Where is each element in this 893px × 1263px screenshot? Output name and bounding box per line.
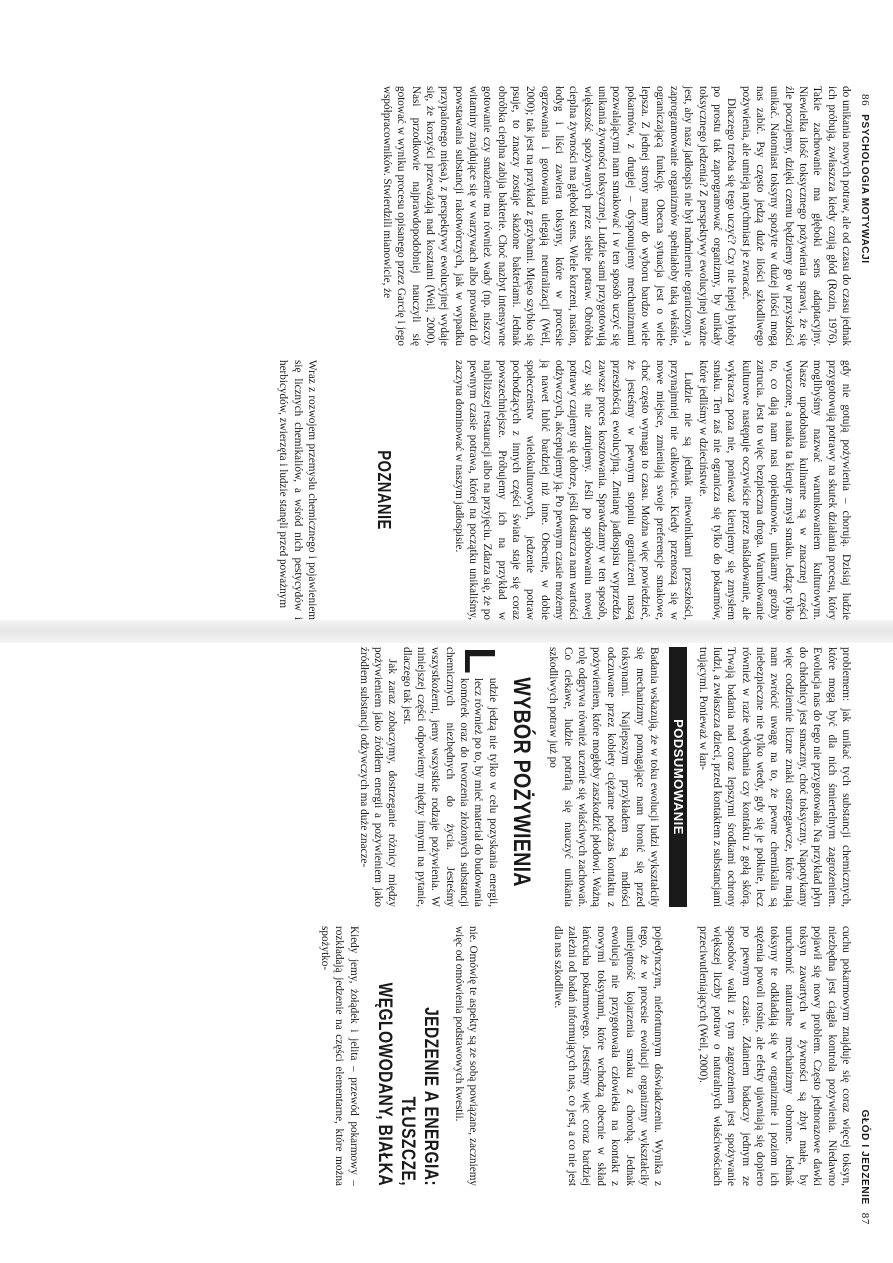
paragraph: gdy nie gotują pożywienia – chorują. Dzisiaj ludzie przygotowują potrawy na skutek działania procesu, który moglibyśmy nazwać warunkowaniem kulturowym. Nasze upodobania kulinarne są w znacznej części wyuczone, a nauka ta kieruje zmysł smaku. Jedząc tylko to, co dają nam nasi opiekunowie, unikamy groźby zatrucia. Jest to więc bezpieczna droga. Warunkowanie kulturowe następuje oczywiście przez naśladowanie, ale wykracza poza nie, ponieważ kierujemy się zmysłem smaku. Ten zaś nie ogranicza się tylko do pokarmów, które jedliśmy w dzieciństwie. <box>696 360 852 620</box>
left-column-2 <box>276 360 853 620</box>
running-head-title: PSYCHOLOGIA MOTYWACJI <box>859 114 870 264</box>
page-number: 86 <box>859 94 871 107</box>
summary-paragraph: pojedynczym, niefortunnym doświadczeniu. Wynika z tego, że w procesie ewolucji organizmy wykształciły umiejętność kojarzenia smaku z chorobą. Jednak ewolucja nie przygotowała człowieka na kontakt z nowymi toksynami, które wchodzą obecnie w skład łańcucha pokarmowego. Jesteśmy więc coraz bardziej zależni od badań informujących nas, co jest, a co nie jest dla nas szkodliwe. <box>551 926 665 1186</box>
paragraph: do unikania nowych potraw, ale od czasu do czasu jednak ich próbują, zwłaszcza kiedy czują głód (Rozin, 1976). Takie zachowanie ma głęboki sens adaptacyjny. Niewielka ilość toksycznego pożywienia sprawi, że się źle poczujemy, dzięki czemu będziemy go w przyszłości unikać. Natomiast toksyny spożyte w dużej ilości mogą nas zabić. Psy często jedzą duże ilości szkodliwego pożywienia, ale umieją natychmiast je zwracać. <box>739 86 852 346</box>
paragraph: cuchu pokarmowym znajduje się coraz więcej toksyn, niezbędna jest ciągła kontrola pożywienia. Niedawno pojawił się nowy problem. Często jednorazowe dawki toksyn zawartych w żywności są zbyt małe, by uruchomić naturalne mechanizmy obronne. Jednak toksyny te odkładają się w organizmie i poziom ich stężenia powoli rośnie, ale efekty ujawniają się dopiero po pewnym czasie. Zdaniem badaczy jednym ze sposobów walki z tym zagrożeniem jest spożywanie większej liczby potraw o naturalnych właściwościach przeciwutleniających (Weil, 2000). <box>696 926 852 1186</box>
paragraph-with-dropcap <box>399 647 504 907</box>
summary-paragraph: Badania wskazują, że w toku ewolucji ludzi wykształciły się mechanizmy pomagające nam bronić się przed toksynami. Najlepszym przykładem są mdłości odczuwane przez kobiety ciężarne podczas kontaktu z pożywieniem, które mogłoby zaszkodzić płodowi. Ważną rolę odgrywa również uczenie się właściwych zachowań. Co ciekawe, ludzie potrafią się nauczyć unikania szkodliwych potraw już po <box>547 647 660 907</box>
paragraph-text: udzie jedzą nie tylko w celu pozyskania energii, lecz również po to, by mieć materiał do budowania komórek oraz do tworzenia złożonych substancji chemicznych niezbędnych do życia. Jesteśmy wszystkożerni, jemy wszystkie rodzaje pożywienia. W niniejszej części odpowiemy między innymi na pytanie, dlaczego tak jest. <box>400 647 499 907</box>
running-head-right <box>859 1110 871 1233</box>
paragraph: Wraz z rozwojem przemysłu chemicznego i pojawieniem się licznych chemikaliów, a wśród nich pestycydów i herbicydów, zwierzęta i ludzie stanęli przed poważnym <box>277 360 319 620</box>
paragraph: nie. Omówię te aspekty są ze sobą powiązane, zaczniemy więc od omówienia podstawowych kwestii. <box>453 926 480 1186</box>
paragraph: Dlaczego trzeba się tego uczyć? Czy nie lepiej byłoby po prostu tak zaprogramować organizmy, by unikały toksycznego jedzenia? Z perspektywy ewolucyjnej ważne jest, aby nasz jadłospis nie był nadmiernie ograniczony, a zaprogramowanie organizmów spełniałoby taką właśnie, ograniczającą funkcję. Obecna sytuacja jest o wiele lepsza. Z jednej strony mamy do wyboru bardzo wiele pokarmów, z drugiej – dysponujemy mechanizmami pozwalającymi nam smakować i w ten sposób uczyć się unikania żywności toksycznej. Ludzie sami przygotowują większość spożywanych przez siebie potraw. Obróbka cieplna żywności ma głęboki sens. Wiele korzeni, nasion, łodyg i liści zawiera toksyny, które w procesie ogrzewania i gotowania ulegają neutralizacji (Weil, 2000); tak jest na przykład z grzybami. Mięso szybko się psuje, to znaczy zostaje skażone bakteriami. Jednak obróbka cieplna zabija bakterie. Choć nazbyt intensywne gotowanie czy smażenie ma również wady (np. niszczy witaminy znajdujące się w warzywach albo prowadzi do powstawania substancji rakotwórczych, jak w wypadku przypalonego mięsa), z perspektywy ewolucyjnej wydaje się, że korzyści przeważają nad kosztami (Weil, 2000). Nasi przodkowie najprawdopodobniej nauczyli się gotować w wyniku procesu opisanego przez Garcię i jego współpracowników. Stwierdzili mianowicie, że <box>381 86 738 346</box>
left-column-1 <box>380 86 853 346</box>
section-title-jedzenie-a-energia: JEDZENIE A ENERGIA: TŁUSZCZE, WĘGLOWODANY, BIAŁKA <box>373 982 441 1186</box>
right-column-1 <box>356 647 853 907</box>
section-title-podsumowanie: PODSUMOWANIE <box>669 647 687 907</box>
paragraph: Kiedy jemy, żołądek i jelita – przewód pokarmowy – rozkładają jedzenie na części elementarne, które można spożytko- <box>319 926 360 1186</box>
book-gutter <box>0 620 893 643</box>
page-87 <box>0 643 893 1263</box>
section-title-poznanie: POZNANIE <box>374 450 395 530</box>
paragraph: Jak zaraz zobaczymy, dostrzeganie różnicy między pożywieniem jako źródłem energii a pożywieniem jako źródłem substancji odżywczych ma duże znacze- <box>357 647 399 907</box>
running-head-title: GŁÓD I JEDZENIE <box>859 1109 870 1205</box>
paragraph: problemem: jak unikać tych substancji chemicznych, które mogą być dla nich śmiertelnym zagrożeniem. Ewolucja nas do tego nie przygotowała. Na przykład płyn do chłodnicy jest smaczny, choć toksyczny. Napotykamy więc codziennie liczne znaki ostrzegawcze, które mają nam zwrócić uwagę na to, że pewne chemikalia są niebezpieczne nie tylko wtedy, gdy się je połknie, lecz również w razie wdychania czy kontaktu z gołą skórą. Trwają badania nad coraz lepszymi środkami ochrony ludzi, a zwłaszcza dzieci, przed kontaktem z substancjami trującymi. Ponieważ w łan- <box>696 647 852 907</box>
page-86 <box>0 0 893 620</box>
section-title-wybor-pozywienia: WYBÓR POŻYWIENIA <box>508 677 536 887</box>
dropcap: L <box>454 647 504 674</box>
running-head-left <box>859 86 871 264</box>
right-column-2 <box>318 926 853 1186</box>
paragraph: Ludzie nie są jednak niewolnikami przeszłości, przynajmniej nie całkowicie. Kiedy przenoszą się w nowe miejsce, zmieniają swoje preferencje smakowe, choć często wymaga to czasu. Można więc powiedzieć, że jesteśmy w pewnym stopniu ograniczeni naszą przeszłością ewolucyjną. Zmianę jadłospisu wyprzedza zawsze proces kosztowania. Sprawdzamy w ten sposób, czy się nie zatrujemy. Jeśli po spróbowaniu nowej potrawy czujemy się dobrze, jeśli dostarcza nam wartości odżywczych, akceptujemy ją. Po pewnym czasie możemy ją nawet lubić bardziej niż inne. Obecnie, w dobie społeczeństw wielokulturowych, jedzenie potraw pochodzących z innych części świata staje się coraz powszechniejsze. Próbujemy ich na przykład w najbliższej restauracji albo na przyjęciu. Zdarza się, że po pewnym czasie potrawa, której na początku unikaliśmy, zaczyna dominować w naszym jadłospisie. <box>452 360 695 620</box>
page-number: 87 <box>859 1212 871 1225</box>
